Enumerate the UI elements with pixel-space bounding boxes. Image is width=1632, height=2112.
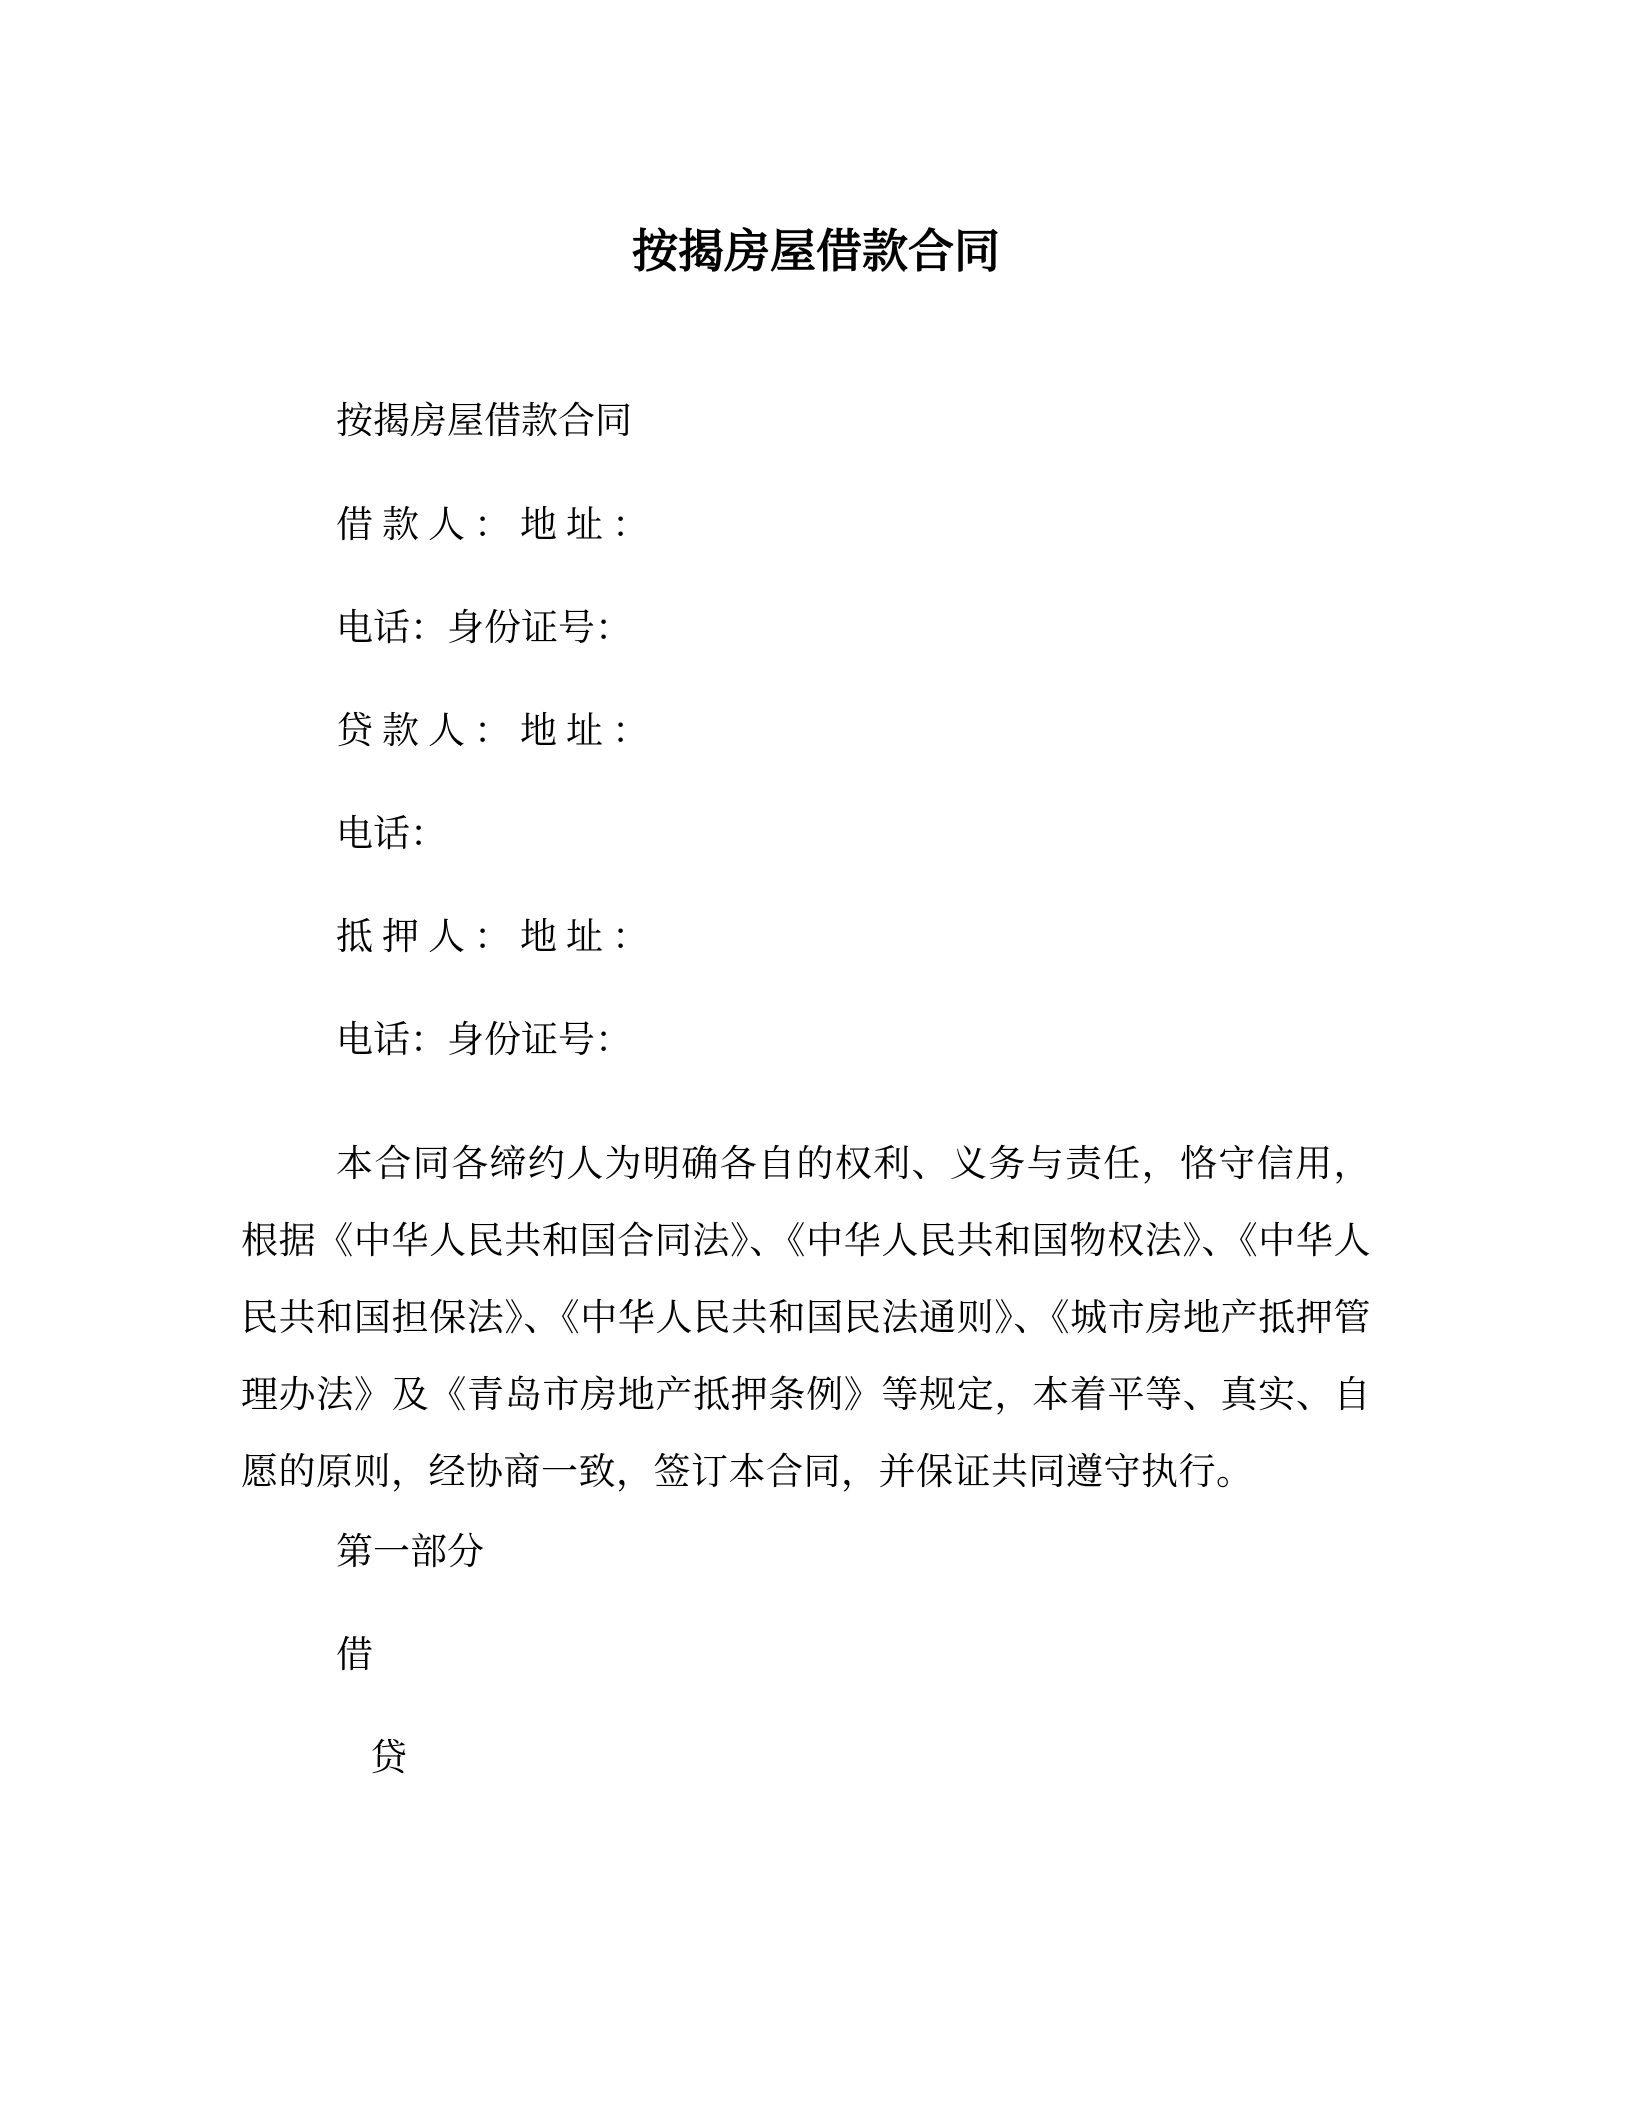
mortgagor-phone-id-line: 电话：身份证号：: [336, 1018, 632, 1061]
lender-address-line: 贷款人：地址：: [336, 709, 658, 752]
contract-subtitle: 按揭房屋借款合同: [336, 399, 632, 442]
section-char-borrow: 借: [336, 1633, 373, 1676]
borrower-phone-id-line: 电话：身份证号：: [336, 606, 632, 649]
borrower-address-line: 借款人：地址：: [336, 503, 658, 546]
section-char-loan: 贷: [370, 1736, 407, 1779]
preamble-paragraph: 本合同各缔约人为明确各自的权利、义务与责任，恪守信用，根据《中华人民共和国合同法》、《中华人民共和国物权法》、《中华人民共和国担保法》、《中华人民共和国民法通则》、《城市房地产抵押管理办法》及《青岛市房地产抵押条例》等规定，本着平等、真实、自愿的原则，经协商一致，签订本合同，并保证共同遵守执行。: [241, 1142, 1371, 1493]
part-heading: 第一部分: [336, 1530, 484, 1573]
document-title: 按揭房屋借款合同: [632, 224, 1000, 278]
mortgagor-address-line: 抵押人：地址：: [336, 915, 658, 958]
lender-phone-line: 电话：: [336, 812, 447, 855]
